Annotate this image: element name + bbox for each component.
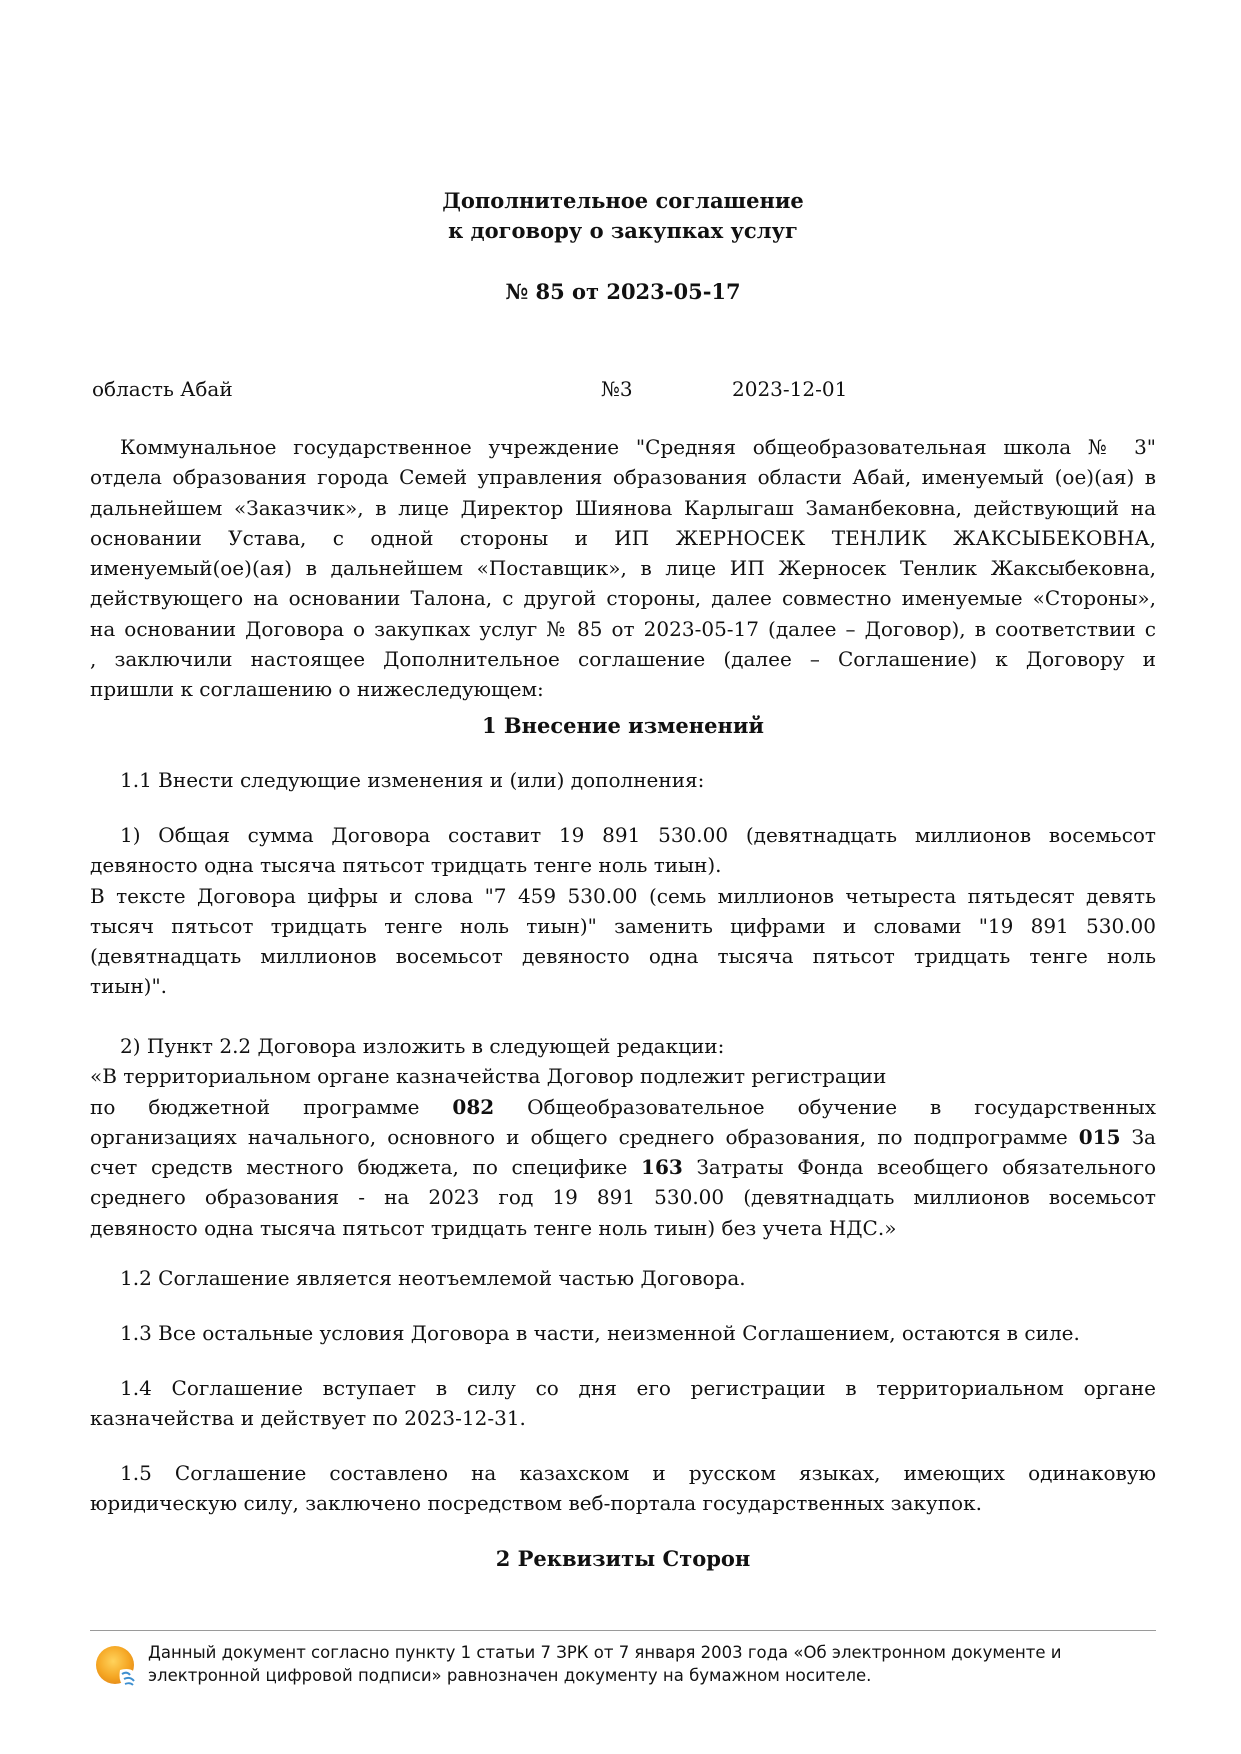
clause-1-2 xyxy=(90,1263,1156,1293)
clause-1-2-text: 1.2 Соглашение является неотъемлемой частью Договора. xyxy=(120,1266,746,1290)
amount-line: тиын)". xyxy=(90,974,168,999)
point-2-line xyxy=(90,1092,1156,1122)
clause-1-4-line: 1.4 Соглашение вступает в силу со дня его регистрации в территориальном органе xyxy=(120,1376,1156,1400)
clause-1-5-line: 1.5 Соглашение составлено на казахском и русском языках, имеющих одинаковую xyxy=(120,1461,1156,1485)
footer-notice-line: Данный документ согласно пункту 1 статьи 7 ЗРК от 7 января 2003 года «Об электронном документе и xyxy=(148,1643,1062,1662)
point-2-text: Затраты Фонда всеобщего обязательного xyxy=(682,1155,1157,1180)
title-line-2: к договору о закупках услуг xyxy=(448,218,798,243)
intro-line: на основании Договора о закупках услуг № 85 от 2023-05-17 (далее – Договор), в соответствии с xyxy=(90,616,1156,641)
clause-1-3 xyxy=(90,1318,1156,1348)
place-date-line xyxy=(92,374,1158,404)
region-label: область Абай xyxy=(92,377,233,401)
amount-line: тысяч пятьсот тридцать тенге ноль тиын)" заменить цифрами и словами "19 891 530.00 xyxy=(90,913,1156,938)
intro-line: дальнейшем «Заказчик», в лице Директор Шиянова Карлыгаш Заманбековна, действующий на xyxy=(90,495,1156,520)
amount-line: (девятнадцать миллионов восемьсот девяносто одна тысяча пятьсот тридцать тенге ноль xyxy=(90,944,1156,969)
section-2-heading: 2 Реквизиты Сторон xyxy=(495,1546,751,1571)
clause-1-3-text: 1.3 Все остальные условия Договора в части, неизменной Соглашением, остаются в силе. xyxy=(120,1321,1080,1345)
point-2-text: Общеобразовательное обучение в государственных xyxy=(494,1094,1156,1119)
clause-1-4 xyxy=(90,1373,1156,1434)
point-2-text: организациях начального, основного и общего среднего образования, по подпрограмме xyxy=(90,1124,1079,1149)
intro-line: именуемый(ое)(ая) в дальнейшем «Поставщик», в лице ИП Жерносек Тенлик Жаксыбековна, xyxy=(90,556,1156,581)
budget-program-code: 082 xyxy=(452,1094,495,1119)
subprogram-code: 015 xyxy=(1078,1124,1121,1149)
title-line-1: Дополнительное соглашение xyxy=(442,188,804,213)
clause-1-1 xyxy=(90,765,1156,795)
clause-1-1-text: 1.1 Внести следующие изменения и (или) дополнения: xyxy=(120,768,705,792)
intro-line: действующего на основании Талона, с другой стороны, далее совместно именуемые «Стороны», xyxy=(90,586,1156,611)
clause-1-5 xyxy=(90,1458,1156,1519)
egov-logo-icon xyxy=(94,1644,140,1690)
footer-notice-line: электронной цифровой подписи» равнозначен документу на бумажном носителе. xyxy=(148,1666,872,1685)
agreement-number: №3 xyxy=(601,377,633,401)
footer xyxy=(90,1630,1156,1685)
contract-number: № 85 от 2023-05-17 xyxy=(505,279,741,304)
point-2-line xyxy=(90,1152,1156,1182)
point-2-text: За xyxy=(1120,1124,1156,1149)
intro-line: , заключили настоящее Дополнительное соглашение (далее – Соглашение) к Договору и xyxy=(90,647,1156,672)
point-2-line: девяносто одна тысяча пятьсот тридцать тенге ноль тиын) без учета НДС.» xyxy=(90,1215,897,1240)
footer-notice xyxy=(148,1641,1148,1687)
point-2-text: счет средств местного бюджета, по специфике xyxy=(90,1155,642,1180)
intro-line: основании Устава, с одной стороны и ИП ЖЕРНОСЕК ТЕНЛИК ЖАКСЫБЕКОВНА, xyxy=(90,525,1156,550)
document-title xyxy=(90,186,1156,246)
clause-1-4-line: казначейства и действует по 2023-12-31. xyxy=(90,1406,526,1431)
agreement-date: 2023-12-01 xyxy=(732,377,848,401)
point-2-line: среднего образования - на 2023 год 19 891 530.00 (девятнадцать миллионов восемьсот xyxy=(90,1185,1156,1210)
intro-line: отдела образования города Семей управления образования области Абай, именуемый (ое)(ая) в xyxy=(90,465,1156,490)
amount-line: В тексте Договора цифры и слова "7 459 530.00 (семь миллионов четыреста пятьдесят девять xyxy=(90,883,1156,908)
point-2-text: по бюджетной программе xyxy=(90,1094,453,1119)
clause-1-5-line: юридическую силу, заключено посредством веб-портала государственных закупок. xyxy=(90,1491,982,1516)
point-2-line: «В территориальном органе казначейства Договор подлежит регистрации xyxy=(90,1064,887,1089)
document-page xyxy=(90,0,1156,1754)
amount-line: 1) Общая сумма Договора составит 19 891 530.00 (девятнадцать миллионов восемьсот xyxy=(120,823,1156,847)
specific-code: 163 xyxy=(641,1155,683,1180)
amount-paragraph xyxy=(90,820,1156,1002)
intro-line: пришли к соглашению о нижеследующем: xyxy=(90,677,544,702)
point-2-line xyxy=(90,1122,1156,1152)
intro-paragraph xyxy=(90,432,1156,705)
point-2-paragraph xyxy=(90,1031,1156,1243)
intro-line: Коммунальное государственное учреждение "Средняя общеобразовательная школа № 3" xyxy=(120,435,1156,459)
section-1-heading: 1 Внесение изменений xyxy=(481,713,764,738)
point-2-heading: 2) Пункт 2.2 Договора изложить в следующей редакции: xyxy=(120,1034,725,1058)
amount-line: девяносто одна тысяча пятьсот тридцать тенге ноль тиын). xyxy=(90,853,722,878)
